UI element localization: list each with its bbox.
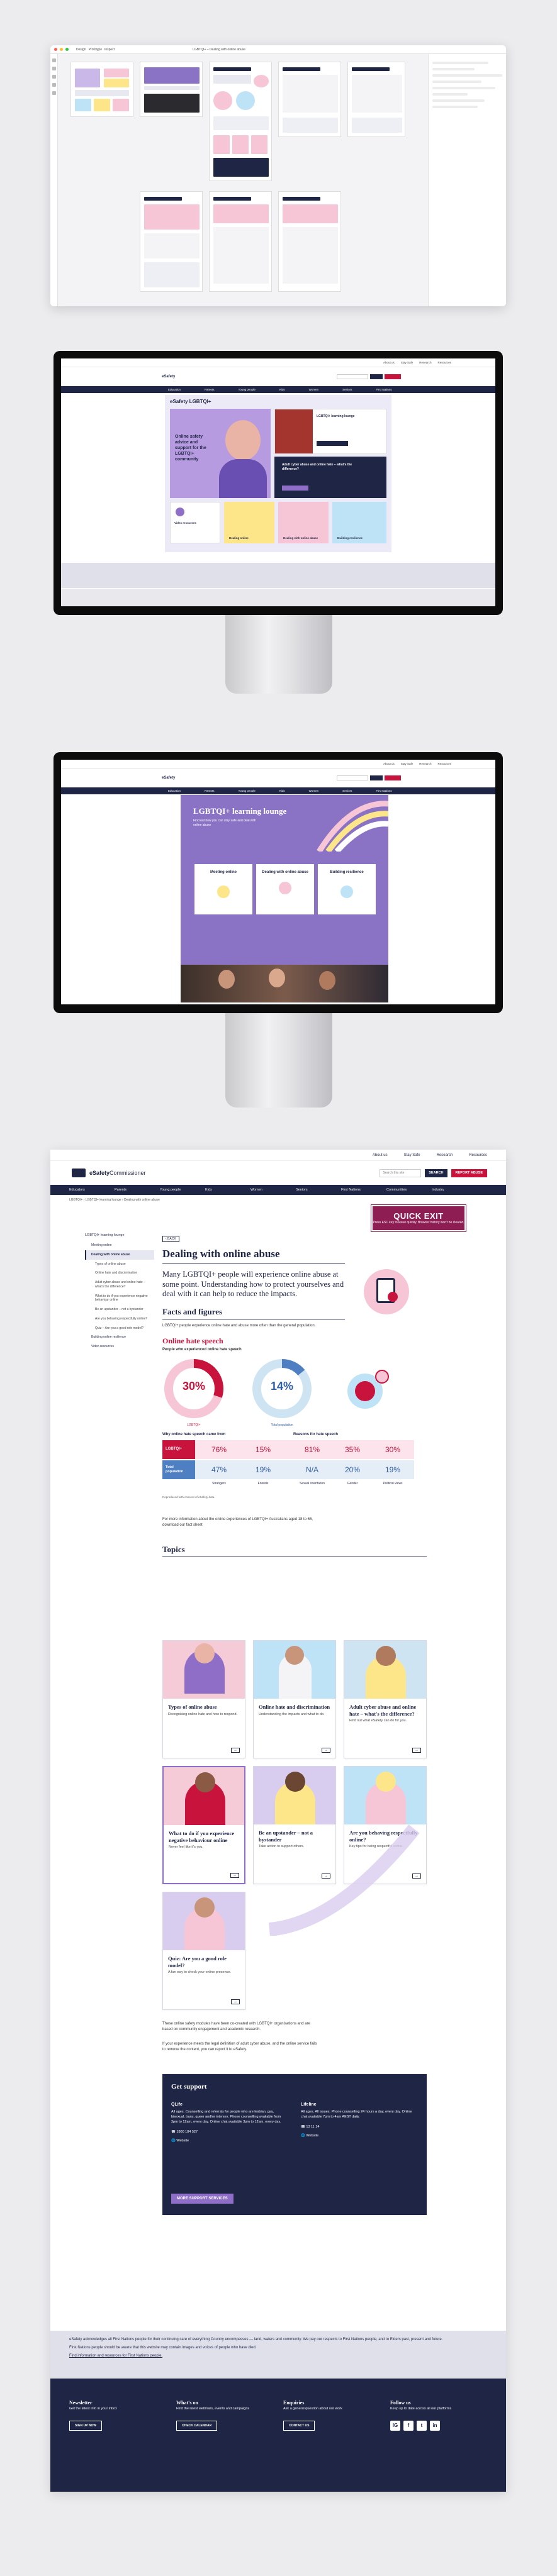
table-col-label: Strangers (212, 1482, 226, 1486)
arrow-right-icon[interactable]: → (322, 1748, 330, 1753)
donut-label: LGBTQI+ (187, 1423, 201, 1428)
hero-area (165, 395, 391, 552)
card-label: Dealing online (229, 536, 249, 540)
row-label: Total population (162, 1460, 195, 1479)
site-logo[interactable]: eSafety (162, 776, 176, 780)
table-cell: 20% (344, 1465, 361, 1475)
utility-link-stay-safe[interactable]: Stay Safe (403, 1153, 420, 1157)
sidebar-item[interactable]: Meeting online (91, 1243, 112, 1247)
sidebar-item[interactable]: Video resources (91, 1345, 115, 1348)
topic-description: Take action to support others. (259, 1845, 305, 1849)
qlife-description: All ages. Counselling and referrals for people who are lesbian, gay, bisexual, trans, queer and/or intersex. Phone counselling available from 3pm to 12am, every day. Online chat available 3pm to 12am, every day. (171, 2110, 281, 2124)
nav-item[interactable]: First Nations (376, 789, 392, 792)
utility-bar (61, 760, 495, 769)
footer-text: Find the latest webinars, events and campaigns (176, 2407, 250, 2411)
topic-card[interactable] (162, 1766, 245, 1884)
site-footer (50, 2379, 506, 2492)
sidebar-item-active[interactable]: Dealing with online abuse (85, 1250, 154, 1260)
utility-link[interactable]: Stay Safe (400, 762, 414, 765)
topic-card[interactable] (162, 1892, 245, 2010)
more-info-link[interactable]: For more information about the online experiences of LGBTQI+ Australians aged 18 to 65, download our fact sheet (162, 1518, 313, 1527)
topics-heading: Topics (162, 1545, 427, 1557)
utility-link[interactable]: Research (419, 762, 432, 765)
webpage-dealing-with-online-abuse (50, 1150, 506, 2492)
utility-link-about[interactable]: About us (372, 1153, 388, 1157)
main-nav (61, 386, 495, 393)
support-lifeline (301, 2102, 414, 2139)
feature-card[interactable] (274, 409, 386, 454)
utility-link[interactable]: Stay Safe (400, 361, 414, 364)
acknowledgement-of-country (50, 2331, 506, 2379)
table-cell: 15% (255, 1445, 271, 1455)
sidebar-subitem[interactable]: Be an upstander – not a bystander (95, 1307, 143, 1311)
footer-heading: Newsletter (69, 2400, 93, 2406)
arrow-right-icon[interactable]: → (231, 1999, 240, 2004)
hate-speech-heading: Online hate speech (162, 1336, 223, 1345)
search-button[interactable] (370, 775, 383, 780)
nav-item-communities[interactable]: Communities (386, 1188, 407, 1192)
table-cell: 47% (211, 1465, 227, 1475)
table-col-label: Political views (383, 1482, 403, 1486)
card-title: Adult cyber abuse and online hate – what's the difference? (282, 463, 352, 471)
nav-item[interactable]: Kids (279, 388, 285, 391)
utility-bar (50, 1150, 506, 1161)
linkedin-icon[interactable]: in (430, 2421, 440, 2431)
row-label: LGBTQI+ (162, 1440, 195, 1459)
hero-text: Online safety advice and support for the LGBTQI+ community (175, 435, 206, 462)
table-col-label: Gender (347, 1482, 358, 1486)
site-logo[interactable]: eSafety (162, 375, 176, 379)
donut-label: Total population (271, 1423, 293, 1428)
lifeline-phone[interactable]: ☎ 13 11 14 (301, 2125, 320, 2129)
design-tool-window (50, 45, 506, 306)
topic-title: Types of online abuse (168, 1704, 217, 1710)
nav-item[interactable]: Kids (279, 789, 285, 792)
nav-item-young-people[interactable]: Young people (160, 1188, 181, 1192)
card-label: Dealing with online abuse (283, 536, 318, 540)
nav-item-women[interactable]: Women (250, 1188, 262, 1192)
qlife-phone-number: 1800 184 527 (176, 2130, 198, 2135)
donut-chart-row (162, 1357, 433, 1426)
lounge-card-title: Dealing with online abuse (262, 870, 308, 874)
tools-panel (50, 54, 58, 306)
utility-link[interactable]: Research (419, 361, 432, 364)
section-sidebar (85, 1231, 154, 1352)
sign-up-button[interactable]: SIGN UP NOW (69, 2421, 102, 2431)
file-tab-inspect[interactable]: Inspect (104, 47, 115, 52)
instagram-icon[interactable]: IG (390, 2421, 400, 2431)
card-label: Building resilience (337, 536, 363, 540)
qlife-heading: QLife (171, 2102, 183, 2107)
website-label: Website (306, 2134, 319, 2138)
sidebar-title[interactable]: LGBTQI+ learning lounge (85, 1233, 125, 1237)
topic-title: Online hate and discrimination (259, 1704, 330, 1710)
topic-illustration (163, 1641, 245, 1699)
site-header (50, 1161, 506, 1185)
nav-item[interactable]: Parents (205, 388, 215, 391)
table-col-label: Friends (257, 1482, 269, 1486)
table-cell: 19% (385, 1465, 401, 1475)
report-abuse-button[interactable] (385, 775, 401, 780)
sidebar-subitem[interactable]: Adult cyber abuse and online hate – what's the difference? (95, 1280, 145, 1289)
shape-tool-icon[interactable] (52, 75, 56, 79)
report-abuse-button[interactable] (385, 374, 401, 379)
frame-thumbnail[interactable] (278, 62, 341, 137)
main-nav (61, 787, 495, 794)
topic-description: Key tips for being respectful online. (349, 1845, 403, 1849)
footer-heading: What's on (176, 2400, 198, 2406)
nav-item-seniors[interactable]: Seniors (296, 1188, 308, 1192)
lounge-card-title: Building resilience (330, 870, 364, 874)
table-cell: 35% (344, 1445, 361, 1455)
hate-speech-subheading: People who experienced online hate speech (162, 1347, 242, 1352)
document-title: LGBTQI+ – Dealing with online abuse (193, 47, 245, 52)
hero-person-illustration (225, 420, 261, 460)
utility-link[interactable]: Resources (437, 762, 451, 765)
lifeline-heading: Lifeline (301, 2102, 317, 2107)
rainbow-decoration (307, 795, 388, 852)
utility-bar (61, 358, 495, 367)
footer-text: Get the latest info in your inbox (69, 2407, 117, 2411)
donut-total-population (250, 1357, 313, 1427)
card-label: Video resources (174, 521, 196, 525)
government-crest-icon (72, 1169, 86, 1177)
topic-description: Understanding the impacts and what to do. (259, 1712, 325, 1716)
file-tab-design[interactable]: Design (76, 47, 86, 52)
footer-heading: Enquiries (283, 2400, 305, 2406)
search-input[interactable] (337, 374, 368, 379)
group-photo (181, 965, 388, 1002)
breadcrumb[interactable]: LGBTQI+ › LGBTQI+ learning lounge › Dealing with online abuse (69, 1198, 160, 1202)
website-label: Website (176, 2139, 189, 2143)
acknowledgement-text: eSafety acknowledges all First Nations people for their continuing care of everything Country encompasses — land, waters and community. We pay our respects to First Nations people, and to Elders past, present and future. (69, 2338, 443, 2341)
acknowledgement-warning: First Nations people should be aware that this website may contain images and voices of people who have died. (69, 2346, 257, 2350)
page-title: Dealing with online abuse (162, 1248, 345, 1263)
topic-illustration (344, 1641, 426, 1699)
resource-card[interactable] (170, 502, 220, 543)
monitor-screen (61, 760, 495, 1004)
topic-description: Never feel like it's you. (169, 1845, 203, 1850)
arrow-right-icon[interactable]: → (231, 1748, 240, 1753)
hero-title: LGBTQI+ learning lounge (193, 806, 287, 816)
frame-thumbnail[interactable] (140, 191, 203, 292)
footer-follow-us (390, 2400, 478, 2431)
topic-title: Are you behaving respectfully online? (349, 1829, 418, 1843)
nav-item[interactable]: Parents (205, 789, 215, 792)
close-window-icon[interactable] (54, 48, 57, 51)
topic-illustration (163, 1892, 245, 1950)
arrow-right-icon[interactable]: → (322, 1874, 330, 1879)
lifeline-phone-number: 13 11 14 (306, 2125, 320, 2129)
properties-panel (428, 54, 506, 306)
brand-name: eSafety (89, 1170, 110, 1176)
get-support-panel (162, 2074, 427, 2215)
table-heading-source: Why online hate speech came from (162, 1433, 226, 1437)
decorative-swoosh (257, 1816, 420, 1936)
table-cell: 19% (255, 1465, 271, 1475)
twitter-icon[interactable]: t (417, 2421, 427, 2431)
hero-image (170, 409, 271, 498)
table-cell: 30% (385, 1445, 401, 1455)
utility-link[interactable]: About us (383, 762, 395, 765)
footer-heading: Follow us (390, 2400, 411, 2406)
sidebar-subitem[interactable]: What to do if you experience negative behaviour online (95, 1294, 148, 1302)
back-button[interactable]: ‹ BACK (162, 1236, 179, 1242)
hate-speech-table (162, 1433, 433, 1508)
utility-link-research[interactable]: Research (436, 1153, 453, 1157)
search-input[interactable] (380, 1169, 421, 1177)
arrow-right-icon[interactable]: → (412, 1874, 421, 1879)
monitor-screen (61, 358, 495, 606)
nav-item[interactable]: Seniors (342, 789, 352, 792)
search-button[interactable]: SEARCH (425, 1169, 447, 1177)
topic-description: Recognising online hate and how to respond. (168, 1712, 238, 1716)
search-input[interactable] (337, 775, 368, 780)
acknowledgement-strip (61, 563, 495, 588)
pen-tool-icon[interactable] (52, 83, 56, 87)
site-logo[interactable] (72, 1169, 146, 1177)
report-abuse-button[interactable]: REPORT ABUSE (451, 1169, 488, 1177)
facts-paragraph: LGBTQI+ people experience online hate and abuse more often than the general population. (162, 1323, 316, 1328)
facebook-icon[interactable]: f (403, 2421, 414, 2431)
design-tool-titlebar (50, 45, 506, 54)
donut-value: 30% (182, 1380, 206, 1393)
topic-description: A fun way to check your online presence. (168, 1970, 231, 1975)
facts-heading: Facts and figures (162, 1307, 345, 1319)
sidebar-subitem[interactable]: Are you behaving respectfully online? (95, 1316, 148, 1321)
frame-thumbnail[interactable] (278, 191, 341, 292)
topic-title: Adult cyber abuse and online hate – what's the difference? (349, 1704, 417, 1717)
footer-text: Keep up to date across all our platforms (390, 2407, 452, 2411)
resource-card[interactable] (278, 502, 329, 543)
table-row (162, 1440, 414, 1459)
frame-thumbnail[interactable] (70, 62, 133, 117)
topic-illustration (164, 1767, 244, 1825)
main-content (162, 1231, 433, 1557)
lounge-card[interactable] (194, 864, 252, 914)
nav-item[interactable]: Education (168, 388, 181, 391)
topic-card[interactable] (344, 1640, 427, 1758)
search-button[interactable] (370, 374, 383, 379)
text-tool-icon[interactable] (52, 91, 56, 95)
main-nav (50, 1185, 506, 1195)
intro-paragraph: Many LGBTQI+ people will experience online abuse at some point. Understanding how to protect yourselves and deal with it can help to reduce the impacts. (162, 1270, 344, 1299)
monitor-learning-lounge (53, 752, 503, 1013)
angry-face-illustration (339, 1370, 402, 1414)
lifeline-description: All ages. All issues. Phone counselling 24 hours a day, every day. Online chat available 7pm to 4am AEST daily. (301, 2110, 412, 2119)
support-title: Get support (171, 2083, 207, 2090)
frame-thumbnail[interactable] (209, 191, 272, 292)
topic-card[interactable] (253, 1640, 336, 1758)
sidebar-subitem[interactable]: Quiz – Are you a good role model? (95, 1326, 143, 1330)
topic-title: Quiz: Are you a good role model? (168, 1955, 227, 1968)
lounge-card[interactable] (318, 864, 376, 914)
nav-item[interactable]: Women (308, 388, 319, 391)
quick-exit-hint: Press ESC key to leave quickly. Browser history won't be cleared. (373, 1221, 464, 1225)
lifeline-website-link[interactable]: 🌐 Website (301, 2134, 319, 2138)
donut-value: 14% (270, 1380, 294, 1393)
topic-description: Find out what eSafety can do for you. (349, 1719, 407, 1723)
table-cell: 76% (211, 1445, 227, 1455)
more-support-services-button[interactable]: MORE SUPPORT SERVICES (171, 2194, 233, 2204)
minimize-window-icon[interactable] (60, 48, 63, 51)
move-tool-icon[interactable] (52, 58, 56, 62)
nav-item-industry[interactable]: Industry (432, 1188, 444, 1192)
table-row (162, 1460, 414, 1479)
arrow-right-icon[interactable]: → (412, 1748, 421, 1753)
qlife-phone[interactable]: ☎ 1800 184 527 (171, 2130, 198, 2135)
nav-item[interactable]: Young people (238, 388, 256, 391)
monitor-stand (225, 615, 332, 694)
footer-text: Ask a general question about our work (283, 2407, 342, 2411)
card-title: LGBTQI+ learning lounge (317, 414, 355, 418)
lounge-card-title: Meeting online (210, 870, 237, 874)
design-canvas[interactable] (58, 54, 428, 306)
check-calendar-button[interactable]: CHECK CALENDAR (176, 2421, 217, 2431)
arrow-right-icon[interactable]: → (230, 1873, 239, 1878)
hero-subtitle: Find out how you can stay safe and deal with online abuse (193, 819, 256, 827)
footer-enquiries (283, 2400, 371, 2431)
monitor-stand (225, 1013, 332, 1108)
feature-card[interactable] (274, 457, 386, 498)
nav-item[interactable]: Seniors (342, 388, 352, 391)
resource-card[interactable] (332, 502, 386, 543)
learning-lounge-hero (181, 795, 388, 965)
sidebar-subitem[interactable]: Types of online abuse (95, 1262, 126, 1266)
sidebar-item[interactable]: Building online resilience (91, 1335, 127, 1340)
report-note[interactable]: If your experience meets the legal definition of adult cyber abuse, and the online service fails to remove the content, you can report it to eSafety. (162, 2042, 317, 2051)
utility-link[interactable]: Resources (437, 361, 451, 364)
utility-link-resources[interactable]: Resources (469, 1153, 487, 1157)
maximize-window-icon[interactable] (65, 48, 69, 51)
topic-title: What to do if you experience negative behaviour online (169, 1830, 235, 1843)
footer-strip (61, 589, 495, 606)
table-source: Reproduced with consent of eSafety data. (162, 1496, 215, 1499)
nav-item[interactable]: Women (308, 789, 319, 792)
frame-thumbnail[interactable] (209, 62, 272, 181)
footer-whats-on (176, 2400, 264, 2431)
table-heading-reasons: Reasons for hate speech (293, 1433, 339, 1437)
nav-item[interactable]: Young people (238, 789, 256, 792)
table-cell: 81% (304, 1445, 320, 1455)
frame-thumbnail[interactable] (140, 62, 203, 117)
nav-item[interactable]: First Nations (376, 388, 392, 391)
brand-suffix: Commissioner (110, 1170, 146, 1176)
support-qlife (171, 2102, 284, 2144)
site-header (61, 367, 495, 386)
file-tab-prototype[interactable]: Prototype (88, 47, 102, 52)
topic-title: Be an upstander – not a bystander (259, 1829, 313, 1843)
qlife-website-link[interactable]: 🌐 Website (171, 2139, 189, 2143)
table-col-label: Sexual orientation (299, 1482, 325, 1486)
quick-exit-button[interactable] (371, 1205, 466, 1231)
resource-card[interactable] (224, 502, 274, 543)
nav-item-educators[interactable]: Educators (69, 1188, 85, 1192)
site-header (61, 769, 495, 787)
contact-us-button[interactable]: CONTACT US (283, 2421, 315, 2431)
donut-lgbtqi (162, 1357, 225, 1427)
topic-card[interactable] (162, 1640, 245, 1758)
monitor-landing-page (53, 351, 503, 615)
co-created-note: These online safety modules have been co-created with LGBTQI+ organisations and are based on community engagement and academic research. (162, 2022, 310, 2031)
intro-illustration (364, 1269, 409, 1314)
first-nations-link[interactable]: Find information and resources for First Nations people. (69, 2354, 163, 2358)
topic-illustration (254, 1641, 335, 1699)
frame-tool-icon[interactable] (52, 67, 56, 70)
nav-item[interactable]: Education (168, 789, 181, 792)
nav-item-first-nations[interactable]: First Nations (341, 1188, 361, 1192)
hero-logo: eSafety LGBTQI+ (170, 399, 211, 404)
nav-item-kids[interactable]: Kids (205, 1188, 212, 1192)
lounge-card[interactable] (256, 864, 314, 914)
table-cell: N/A (305, 1465, 318, 1475)
footer-newsletter (69, 2400, 157, 2431)
sidebar-subitem[interactable]: Online hate and discrimination (95, 1271, 138, 1275)
frame-thumbnail[interactable] (347, 62, 405, 137)
quick-exit-label: QUICK EXIT (393, 1211, 444, 1221)
utility-link[interactable]: About us (383, 361, 395, 364)
nav-item-parents[interactable]: Parents (115, 1188, 127, 1192)
